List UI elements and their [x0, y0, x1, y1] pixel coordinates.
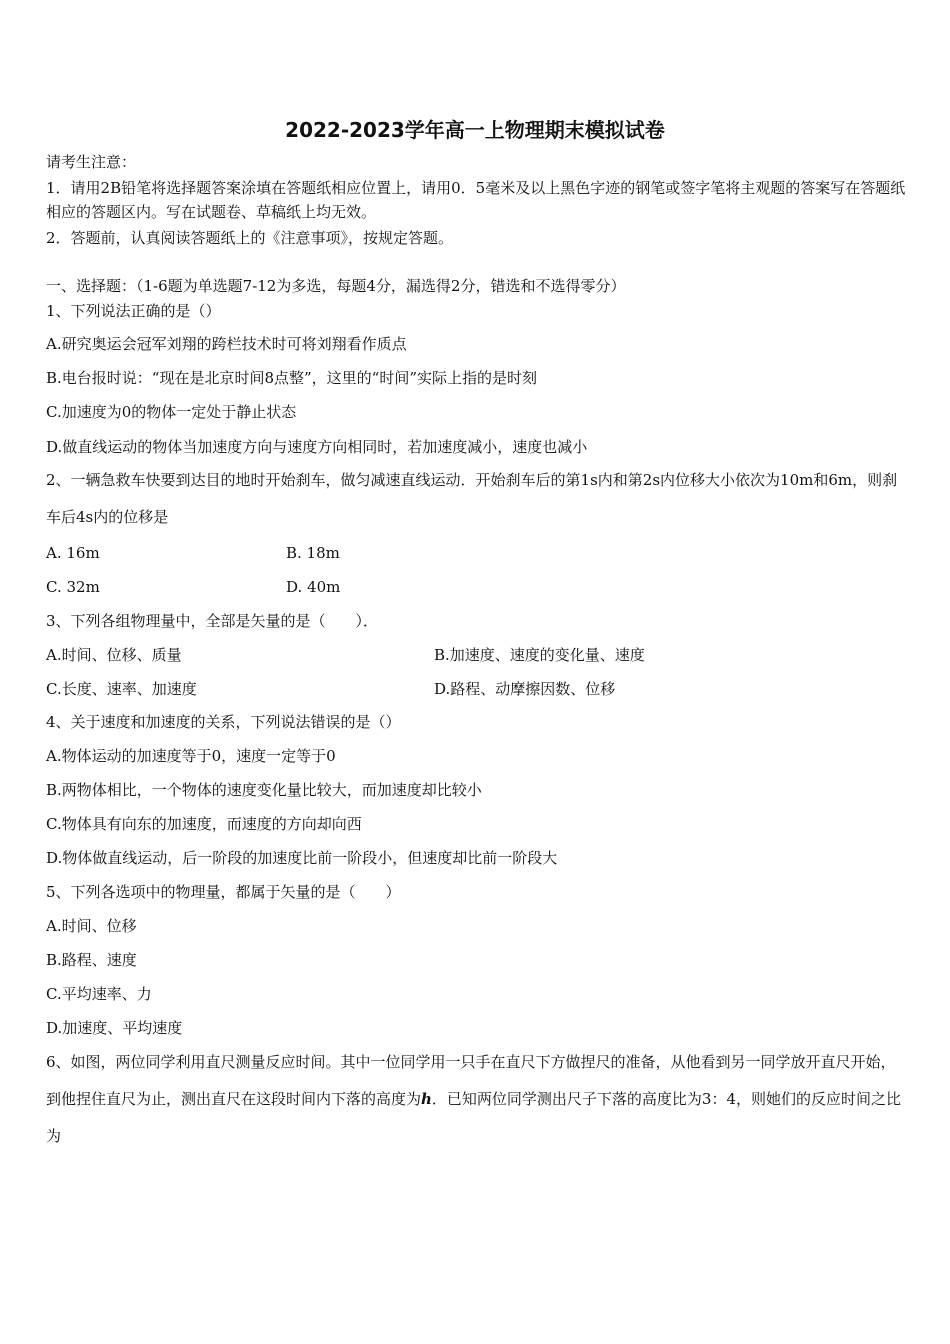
q2-option-c: C. 32m	[46, 578, 100, 596]
q5-option-c: C.平均速率、力	[46, 985, 152, 1003]
q3-option-a: A.时间、位移、质量	[46, 646, 182, 664]
q2-option-a: A. 16m	[46, 544, 100, 562]
q5-option-d: D.加速度、平均速度	[46, 1019, 183, 1037]
q2-option-b: B. 18m	[286, 544, 340, 562]
q4-option-b: B.两物体相比，一个物体的速度变化量比较大，而加速度却比较小	[46, 781, 482, 799]
q5-stem: 5、下列各选项中的物理量，都属于矢量的是（ ）	[46, 883, 401, 901]
q1-option-a: A.研究奥运会冠军刘翔的跨栏技术时可将刘翔看作质点	[46, 335, 407, 353]
q1-option-b: B.电台报时说：“现在是北京时间8点整”，这里的“时间”实际上指的是时刻	[46, 369, 538, 387]
section-heading: 一、选择题：（1-6题为单选题7-12为多选，每题4分，漏选得2分，错选和不选得零分）	[46, 277, 626, 295]
q5-option-a: A.时间、位移	[46, 917, 137, 935]
q6-stem-part-2: ．已知两位同学测出尺子下落的高度比为3：4，则她们的反应时间之比为	[46, 1090, 902, 1145]
q6-stem	[46, 1044, 906, 1155]
q2-option-d: D. 40m	[286, 578, 341, 596]
q2-stem: 2、一辆急救车快要到达目的地时开始刹车，做匀减速直线运动．开始刹车后的第1s内和第2s内位移大小依次为10m和6m，则刹车后4s内的位移是	[46, 471, 898, 526]
q1-option-d: D.做直线运动的物体当加速度方向与速度方向相同时，若加速度减小，速度也减小	[46, 438, 588, 456]
q4-option-a: A.物体运动的加速度等于0，速度一定等于0	[46, 747, 336, 765]
notice-item-1: 1．请用2B铅笔将选择题答案涂填在答题纸相应位置上，请用0．5毫米及以上黑色字迹的钢笔或签字笔将主观题的答案写在答题纸相应的答题区内。写在试题卷、草稿纸上均无效。	[46, 179, 906, 221]
q3-option-c: C.长度、速率、加速度	[46, 680, 197, 698]
page-title: 2022-2023学年高一上物理期末模拟试卷	[285, 118, 665, 142]
q6-height-symbol: h	[421, 1090, 432, 1108]
q5-option-b: B.路程、速度	[46, 951, 137, 969]
q1-stem: 1、下列说法正确的是（）	[46, 302, 221, 320]
q4-option-c: C.物体具有向东的加速度，而速度的方向却向西	[46, 815, 362, 833]
q6-stem-part-1: 6、如图，两位同学利用直尺测量反应时间。其中一位同学用一只手在直尺下方做捏尺的准备，从他看到另一同学放开直尺开始，到他捏住直尺为止，测出直尺在这段时间内下落的高度为	[46, 1053, 896, 1108]
q3-option-d: D.路程、动摩擦因数、位移	[434, 680, 616, 698]
q4-option-d: D.物体做直线运动，后一阶段的加速度比前一阶段小，但速度却比前一阶段大	[46, 849, 558, 867]
q4-stem: 4、关于速度和加速度的关系，下列说法错误的是（）	[46, 713, 401, 731]
notice-heading: 请考生注意：	[46, 153, 137, 171]
q1-option-c: C.加速度为0的物体一定处于静止状态	[46, 403, 297, 421]
notice-item-2: 2．答题前，认真阅读答题纸上的《注意事项》，按规定答题。	[46, 229, 454, 247]
q3-option-b: B.加速度、速度的变化量、速度	[434, 646, 645, 664]
q3-stem: 3、下列各组物理量中，全部是矢量的是（ ）．	[46, 612, 379, 630]
